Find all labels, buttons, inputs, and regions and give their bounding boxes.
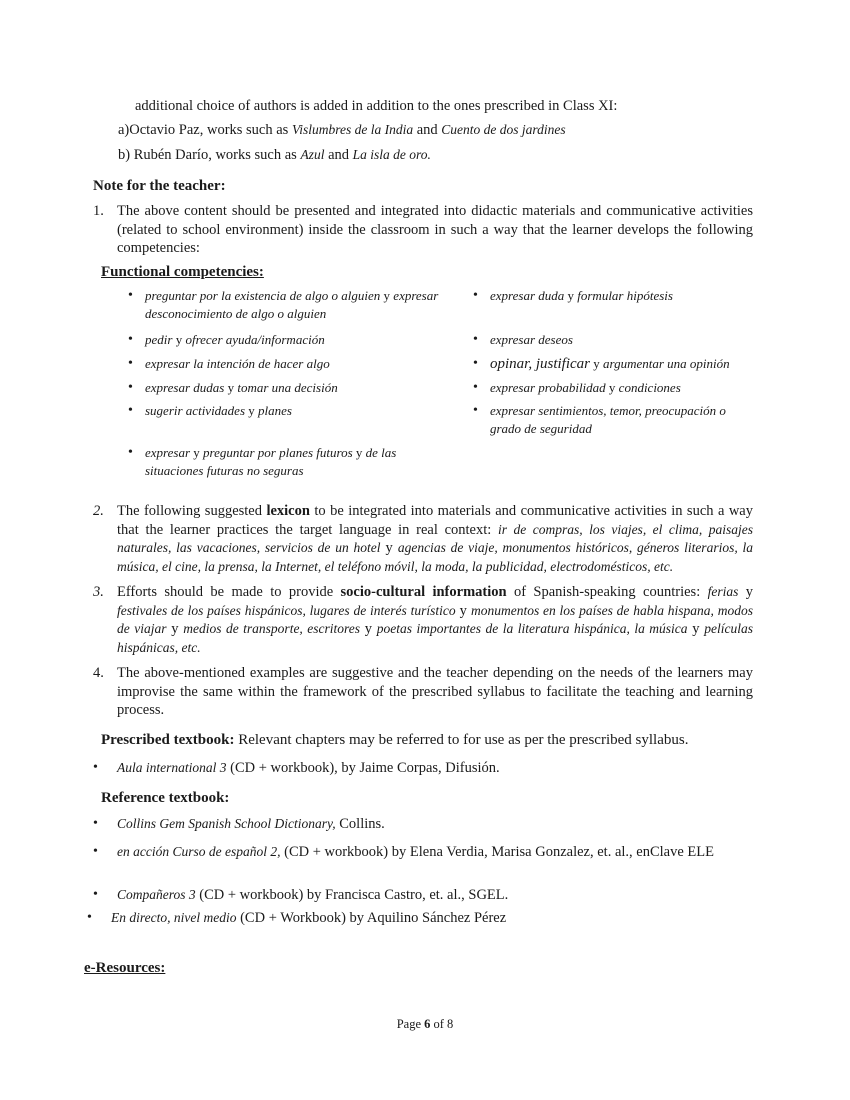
competency-item: [145, 355, 455, 373]
connector: y: [166, 621, 184, 637]
connector: y: [564, 288, 578, 303]
connector: y: [360, 621, 377, 637]
reference-book: [117, 886, 757, 904]
competency-text: tomar una decisión: [237, 380, 338, 395]
connector: y: [605, 380, 619, 395]
book-details: Collins.: [335, 816, 385, 832]
footer-text: of: [430, 1017, 448, 1031]
book-details: (CD + workbook) by Elena Verdia, Marisa Gonzalez, et. al., enClave ELE: [280, 844, 714, 860]
italic-run: monumentos en los países de habla hispana, modos de viajar: [117, 602, 753, 636]
italic-run: medios de transporte, escritores: [183, 621, 361, 636]
text-run: to be integrated into materials and communicative activities in such a way that the learner practices the target language in real context:: [117, 503, 753, 538]
bold-term: lexicon: [266, 503, 310, 519]
connector: y: [455, 602, 471, 619]
option-a: [118, 122, 566, 139]
competency-text: de las situaciones futuras no seguras: [145, 445, 397, 478]
competency-text: expresar probabilidad: [490, 380, 606, 395]
competency-text: expresar desconocimiento de algo o alguien: [145, 288, 439, 321]
prescribed-label: Prescribed textbook:: [101, 732, 235, 748]
option-b-work1: Azul: [300, 147, 325, 162]
item-number: 2.: [93, 503, 104, 519]
page-footer: [0, 1017, 850, 1032]
connector: y: [245, 403, 259, 418]
option-b-mid: and: [324, 147, 353, 163]
connector: y: [590, 356, 604, 371]
prescribed-text: Relevant chapters may be referred to for use as per the prescribed syllabus.: [234, 732, 689, 748]
option-a-mid: and: [413, 122, 442, 138]
reference-book: [117, 815, 757, 833]
italic-run: ir de compras, los viajes, el clima, paisajes naturales, las vacaciones, servicios de un hotel: [117, 521, 753, 555]
italic-run: ferias: [707, 584, 739, 599]
note-item-3: [93, 583, 753, 657]
competency-text: expresar deseos: [490, 332, 573, 347]
competency-item: [490, 402, 760, 438]
competency-item: [145, 402, 455, 420]
reference-textbook: [101, 790, 229, 807]
option-a-prefix: a)Octavio Paz, works such as: [118, 122, 292, 138]
competency-text: expresar duda: [490, 288, 565, 303]
italic-run: poetas importantes de la literatura hispánica, la música: [376, 621, 688, 636]
competency-item: [145, 379, 455, 397]
competency-text: pedir: [145, 332, 173, 347]
competency-text: argumentar una opinión: [603, 356, 730, 371]
connector: y: [224, 380, 238, 395]
reference-label: Reference textbook:: [101, 790, 230, 806]
italic-run: festivales de los países hispánicos, lugares de interés turístico: [117, 602, 456, 618]
option-a-work2: Cuento de dos jardines: [441, 122, 566, 137]
item-number: 4.: [93, 665, 104, 681]
competency-text: expresar sentimientos, temor, preocupación o grado de seguridad: [490, 403, 726, 436]
option-b-work2: La isla de oro.: [352, 147, 431, 162]
option-b-prefix: b) Rubén Darío, works such as: [118, 147, 301, 163]
item-text: [117, 583, 753, 657]
intro-lead: additional choice of authors is added in addition to the ones prescribed in Class XI:: [135, 98, 618, 114]
connector: y: [352, 445, 366, 460]
competency-item: [145, 444, 425, 480]
prescribed-textbook: [101, 732, 688, 749]
book-title: Compañeros 3: [117, 887, 196, 902]
competency-item: [490, 379, 760, 397]
bold-term: socio-cultural information: [340, 584, 507, 600]
option-b: [118, 147, 431, 164]
book-details: (CD + workbook) by Francisca Castro, et. al., SGEL.: [195, 887, 509, 903]
competency-item: [490, 331, 760, 349]
competency-item: [145, 331, 455, 349]
functional-heading: Functional competencies:: [101, 264, 264, 280]
italic-run: películas hispánicas, etc.: [117, 621, 754, 655]
competency-text: expresar dudas: [145, 380, 225, 395]
book-title: En directo, nivel medio: [111, 910, 237, 925]
note-heading: Note for the teacher:: [93, 178, 226, 194]
text-run: Efforts should be made to provide: [117, 584, 341, 600]
connector: y: [380, 288, 394, 303]
competency-text: sugerir actividades: [145, 403, 246, 418]
competency-item: [490, 287, 760, 305]
book-title: Collins Gem Spanish School Dictionary,: [117, 816, 336, 831]
connector: y: [380, 540, 398, 556]
note-item-1: [93, 202, 753, 258]
text-run: The following suggested: [117, 503, 267, 519]
eresources-heading: e-Resources:: [84, 960, 166, 976]
competency-item: [490, 355, 760, 373]
competency-text: preguntar por la existencia de algo o alguien: [145, 288, 381, 303]
book-title: Aula international 3: [117, 760, 227, 775]
competency-text: condiciones: [618, 380, 681, 395]
item-text: [117, 502, 753, 576]
competency-text: preguntar por planes futuros: [203, 445, 353, 460]
book-details: (CD + Workbook) by Aquilino Sánchez Pérez: [236, 910, 507, 926]
text-run: of Spanish-speaking countries:: [506, 584, 708, 600]
reference-book: [111, 909, 751, 927]
book-title: en acción Curso de español 2,: [117, 844, 281, 859]
competency-text: formular hipótesis: [577, 288, 673, 303]
competency-text: opinar, justificar: [490, 356, 591, 372]
competency-item: [145, 287, 455, 323]
connector: y: [687, 621, 705, 637]
item-text: The above-mentioned examples are suggestive and the teacher depending on the needs of the learners may improvise the same within the framework of the prescribed syllabus to facilitate the teaching and learning process.: [117, 665, 753, 718]
item-text: The above content should be presented and integrated into didactic materials and communicative activities (related to school environment) inside the classroom in such a way that the learner develops the following competencies:: [117, 203, 753, 256]
footer-text: Page: [396, 1017, 425, 1031]
item-number: 3.: [93, 584, 104, 600]
connector: y: [738, 584, 753, 600]
book-details: (CD + workbook), by Jaime Corpas, Difusión.: [226, 760, 500, 776]
competency-text: ofrecer ayuda/información: [185, 332, 325, 347]
competency-text: planes: [258, 403, 292, 418]
note-item-2: [93, 502, 753, 576]
italic-run: agencias de viaje, monumentos históricos, géneros literarios, la música, el cine, la prensa, la Internet, el teléfono móvil, la moda, la publicidad, electrodomésticos, etc.: [117, 540, 753, 574]
option-a-work1: Vislumbres de la India: [291, 122, 414, 137]
note-item-4: [93, 664, 753, 720]
reference-book: [117, 843, 747, 861]
competency-text: expresar: [145, 445, 191, 460]
page-number: 6: [424, 1017, 431, 1031]
competency-text: expresar la intención de hacer algo: [145, 356, 330, 371]
item-number: 1.: [93, 203, 104, 219]
page-total: 8: [447, 1017, 454, 1031]
prescribed-book: [117, 759, 757, 777]
connector: y: [172, 332, 186, 347]
connector: y: [190, 445, 204, 460]
